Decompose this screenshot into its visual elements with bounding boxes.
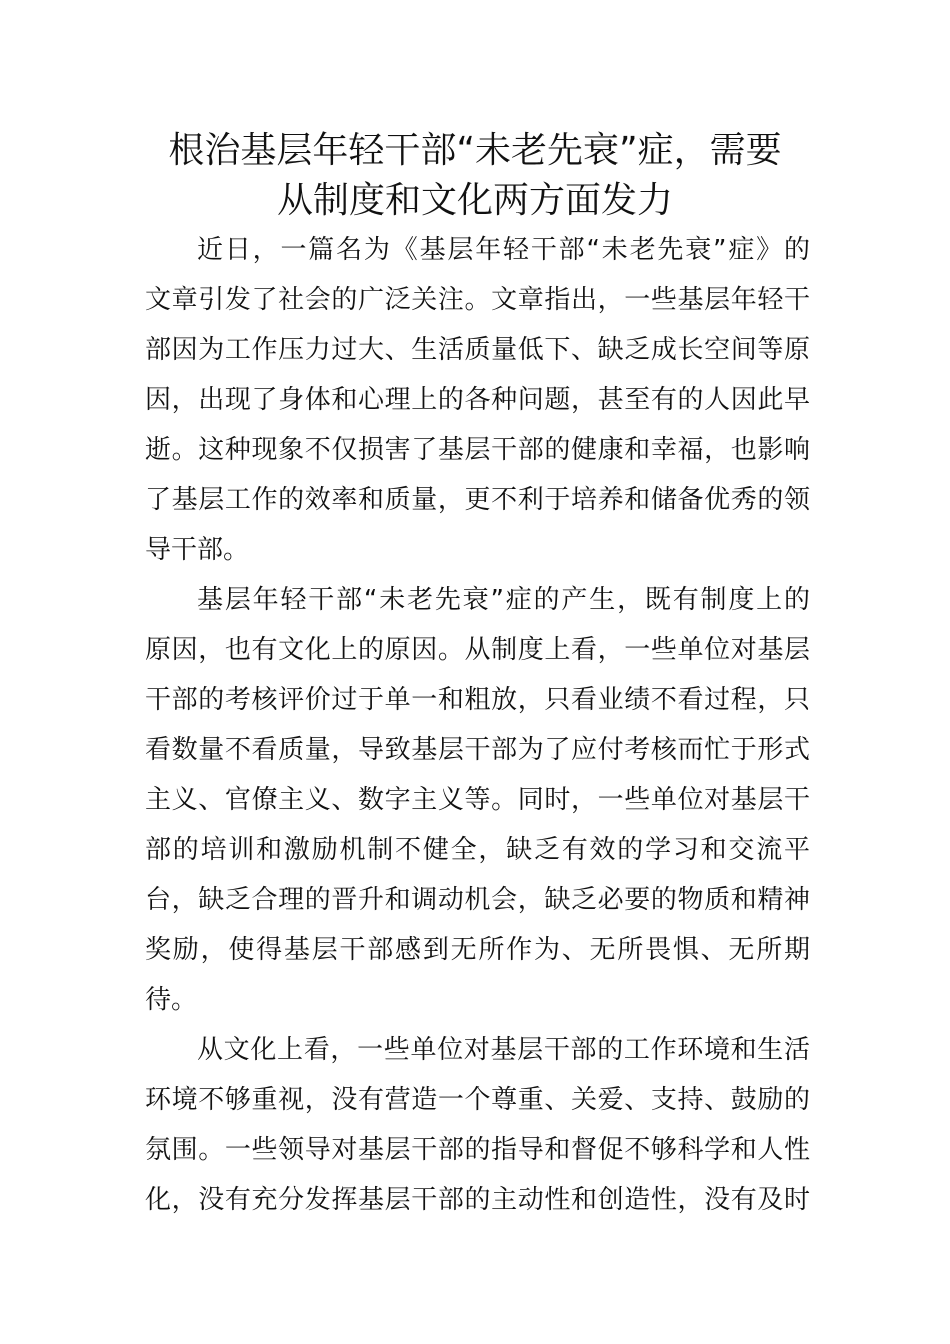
paragraph-2-line: 奖励，使得基层干部感到无所作为、无所畏惧、无所期 [145, 935, 810, 965]
title-line-2: 从制度和文化两方面发力 [276, 180, 673, 221]
paragraph-2-line: 原因，也有文化上的原因。从制度上看，一些单位对基层 [145, 635, 810, 665]
paragraph-2-line: 部的培训和激励机制不健全，缺乏有效的学习和交流平 [145, 835, 810, 865]
document-body [145, 225, 810, 1225]
paragraph-1-line: 导干部。 [145, 535, 250, 565]
paragraph-3-line: 氛围。一些领导对基层干部的指导和督促不够科学和人性 [145, 1135, 810, 1165]
paragraph-1-line: 因，出现了身体和心理上的各种问题，甚至有的人因此早 [145, 385, 810, 415]
paragraph-3-line: 化，没有充分发挥基层干部的主动性和创造性，没有及时 [145, 1185, 810, 1215]
paragraph-1-line: 逝。这种现象不仅损害了基层干部的健康和幸福，也影响 [145, 435, 810, 465]
paragraph-2-line: 干部的考核评价过于单一和粗放，只看业绩不看过程，只 [145, 685, 810, 715]
title-line-1: 根治基层年轻干部“未老先衰”症，需要 [168, 130, 782, 171]
paragraph-2-line: 看数量不看质量，导致基层干部为了应付考核而忙于形式 [145, 735, 810, 765]
paragraph-3-line: 环境不够重视，没有营造一个尊重、关爱、支持、鼓励的 [145, 1085, 810, 1115]
paragraph-1-line: 了基层工作的效率和质量，更不利于培养和储备优秀的领 [145, 485, 810, 515]
paragraph-2-line: 台，缺乏合理的晋升和调动机会，缺乏必要的物质和精神 [145, 885, 810, 915]
paragraph-3-line: 从文化上看，一些单位对基层干部的工作环境和生活 [197, 1035, 810, 1065]
paragraph-1-line: 部因为工作压力过大、生活质量低下、缺乏成长空间等原 [145, 335, 810, 365]
document-title [140, 126, 810, 226]
paragraph-1-line: 近日，一篇名为《基层年轻干部“未老先衰”症》的 [197, 235, 810, 265]
paragraph-2-line: 待。 [145, 985, 198, 1015]
paragraph-2-line: 基层年轻干部“未老先衰”症的产生，既有制度上的 [197, 585, 810, 615]
paragraph-2-line: 主义、官僚主义、数字主义等。同时，一些单位对基层干 [145, 785, 810, 815]
paragraph-1-line: 文章引发了社会的广泛关注。文章指出，一些基层年轻干 [145, 285, 810, 315]
